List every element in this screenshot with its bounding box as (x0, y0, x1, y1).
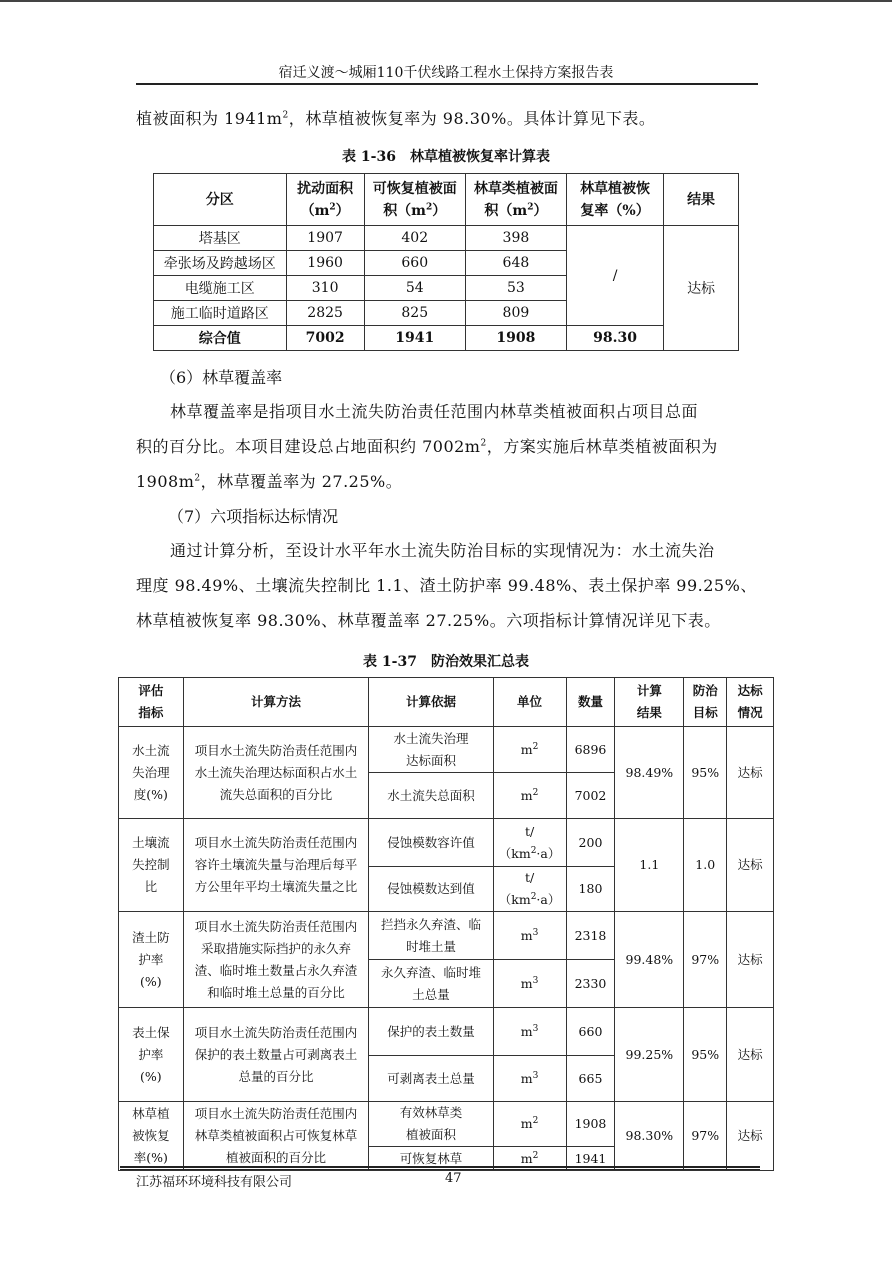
t37-method-line: 水土流失治理达标面积占水土 (194, 764, 358, 780)
t37-hd-calc-2: 结果 (636, 705, 662, 720)
t37-unit-sup: 2 (530, 845, 537, 856)
t36-cell-result-merged: 达标 (664, 226, 739, 351)
header-rule (136, 83, 758, 85)
t37-method-line: 项目水土流失防治责任范围内 (194, 918, 358, 934)
t37-index-line: (%) (140, 1068, 162, 1084)
table-36 (153, 173, 739, 351)
section-7-line-3: 林草植被恢复率 98.30%、林草覆盖率 27.25%。六项指标计算情况详见下表。 (136, 611, 721, 630)
t37-basis-line: 水土流失治理 (393, 730, 469, 746)
t37-index-line: 林草植 (132, 1106, 170, 1121)
t37-cell-index (119, 727, 184, 819)
t37-header-unit: 单位 (493, 678, 566, 727)
t37-basis-line: 有效林草类 (399, 1105, 463, 1120)
t37-method-line: 植被面积的百分比 (226, 1150, 327, 1165)
t36-hd-grass-1: 林草类植被面 (473, 180, 558, 197)
t37-cell-status: 达标 (727, 1102, 774, 1171)
t37-unit-base: t/（km (498, 870, 535, 907)
t37-basis-line: 保护的表土数量 (387, 1023, 475, 1039)
t37-cell-amount: 665 (566, 1056, 615, 1102)
t36-header-recover (364, 174, 465, 226)
t37-index-line: 率(%) (133, 1150, 168, 1165)
t37-unit-sup: 3 (532, 1070, 539, 1081)
t37-cell-unit (493, 960, 566, 1008)
t37-cell-calc: 1.1 (615, 819, 684, 912)
intro-sup: 2 (282, 110, 289, 121)
t37-cell-basis (369, 960, 493, 1008)
table-36-header-row (154, 174, 739, 226)
t37-cell-target: 95% (684, 727, 727, 819)
t36-hd-disturb-3: ） (335, 202, 350, 219)
t37-unit-sup: 3 (532, 927, 539, 938)
section-6-line-2-pre: 积的百分比。本项目建设总占地面积约 7002m (136, 437, 481, 456)
t37-cell-index (119, 1102, 184, 1171)
t36-cell-rate-merged: / (567, 226, 664, 326)
footer-rule-thin (120, 1169, 760, 1170)
t37-index-line: 失控制 (132, 857, 170, 872)
t37-unit-base: m (520, 741, 533, 757)
t37-cell-index (119, 912, 184, 1008)
t36-total-rate: 98.30 (567, 326, 664, 351)
t36-total-zone: 综合值 (154, 326, 287, 351)
t36-cell-disturb: 1960 (286, 251, 364, 276)
t37-cell-basis (369, 1056, 493, 1102)
table-36-caption: 表 1-36 林草植被恢复率计算表 (342, 149, 550, 165)
t37-method-line: 项目水土流失防治责任范围内 (194, 1106, 358, 1121)
table-row (119, 727, 774, 773)
t36-cell-zone: 牵张场及跨越场区 (154, 251, 287, 276)
t37-unit-sup: 2 (532, 741, 539, 752)
page-header-title: 宿迁义渡～城厢110千伏线路工程水土保持方案报告表 (278, 65, 614, 81)
t37-method-line: 渣、临时堆土数量占永久弃渣 (194, 962, 358, 978)
t36-hd-grass-2: 积（m (484, 202, 528, 219)
t36-header-result: 结果 (664, 174, 739, 226)
t37-unit-tail: ·a） (536, 845, 561, 861)
t36-cell-recover: 825 (364, 301, 465, 326)
t37-basis-line: 永久弃渣、临时堆 (380, 964, 481, 980)
table-37-header-row (119, 678, 774, 727)
t37-basis-line: 植被面积 (405, 1127, 456, 1142)
t37-index-line: 失治理 (132, 764, 170, 780)
section-7-paragraph (136, 533, 760, 638)
t37-cell-unit (493, 773, 566, 819)
t37-hd-index-1: 评估 (138, 683, 164, 698)
t36-cell-recover: 54 (364, 276, 465, 301)
t37-index-line: 护率 (138, 1046, 164, 1062)
t37-cell-status: 达标 (727, 727, 774, 819)
t37-hd-status-2: 情况 (737, 705, 763, 720)
t37-basis-line: 水土流失总面积 (387, 787, 475, 803)
t37-header-basis: 计算依据 (369, 678, 493, 727)
t37-basis-line: 可剥离表土总量 (387, 1070, 475, 1086)
t37-cell-basis (369, 1102, 493, 1147)
table-row (154, 226, 739, 251)
t37-header-amount: 数量 (566, 678, 615, 727)
t37-method-line: 保护的表土数量占可剥离表土 (194, 1046, 358, 1062)
t36-cell-disturb: 2825 (286, 301, 364, 326)
t37-unit-sup: 2 (530, 891, 537, 902)
t37-method-line: 总量的百分比 (238, 1068, 314, 1084)
section-6-heading: （6）林草覆盖率 (160, 368, 283, 387)
t37-index-line: 度(%) (133, 786, 168, 802)
t36-total-grass: 1908 (465, 326, 566, 351)
t37-cell-amount: 200 (566, 819, 615, 867)
t37-header-target (684, 678, 727, 727)
t37-cell-amount: 7002 (566, 773, 615, 819)
table-37-caption: 表 1-37 防治效果汇总表 (363, 654, 529, 670)
t37-cell-unit (493, 1008, 566, 1056)
t36-cell-grass: 809 (465, 301, 566, 326)
t36-hd-rate-2: 复率（%） (580, 202, 650, 219)
t37-cell-method (183, 819, 369, 912)
t37-method-line: 项目水土流失防治责任范围内 (194, 1024, 358, 1040)
intro-text-pre: 植被面积为 1941m (136, 109, 283, 128)
t36-hd-grass-3: ） (533, 202, 548, 219)
t37-cell-amount: 2330 (566, 960, 615, 1008)
footer-company: 江苏福环环境科技有限公司 (136, 1175, 293, 1190)
t36-cell-disturb: 1907 (286, 226, 364, 251)
t37-cell-index (119, 819, 184, 912)
t37-header-calc (615, 678, 684, 727)
t37-cell-amount: 2318 (566, 912, 615, 960)
t37-cell-unit (493, 819, 566, 867)
t36-header-rate (567, 174, 664, 226)
t37-index-line: 比 (144, 879, 158, 894)
t36-cell-grass: 648 (465, 251, 566, 276)
t37-cell-method (183, 912, 369, 1008)
t36-cell-recover: 402 (364, 226, 465, 251)
section-7-heading: （7）六项指标达标情况 (168, 507, 339, 526)
t37-cell-status: 达标 (727, 912, 774, 1008)
table-row (119, 819, 774, 867)
t37-cell-basis (369, 912, 493, 960)
footer-rule (120, 1166, 760, 1168)
t37-cell-amount: 1941 (566, 1147, 615, 1171)
t36-header-grass (465, 174, 566, 226)
t36-header-zone: 分区 (154, 174, 287, 226)
t37-cell-method (183, 1102, 369, 1171)
t37-hd-status-1: 达标 (737, 683, 763, 698)
t37-method-line: 项目水土流失防治责任范围内 (194, 835, 358, 850)
t37-cell-unit (493, 1056, 566, 1102)
t37-cell-basis (369, 773, 493, 819)
t37-unit-base: m (520, 1116, 533, 1131)
t36-hd-recover-3: ） (432, 202, 447, 219)
t36-cell-zone: 塔基区 (154, 226, 287, 251)
t37-cell-basis (369, 727, 493, 773)
t37-cell-target: 95% (684, 1008, 727, 1102)
t37-cell-status: 达标 (727, 819, 774, 912)
t36-hd-disturb-sup: 2 (329, 201, 336, 212)
table-36-total-row (154, 326, 739, 351)
t36-hd-rate-1: 林草植被恢 (580, 180, 651, 197)
t37-unit-sup: 2 (532, 1115, 539, 1126)
section-6-line-1: 林草覆盖率是指项目水土流失防治责任范围内林草类植被面积占项目总面 (170, 402, 699, 421)
section-6-line-3-post: ，林草覆盖率为 27.25%。 (200, 472, 403, 491)
t36-cell-zone: 电缆施工区 (154, 276, 287, 301)
t37-cell-amount: 1908 (566, 1102, 615, 1147)
section-6-line-3-pre: 1908m (136, 472, 195, 491)
t37-method-line: 方公里年平均土壤流失量之比 (194, 879, 358, 894)
t36-cell-grass: 398 (465, 226, 566, 251)
t37-method-line: 项目水土流失防治责任范围内 (194, 742, 358, 758)
t36-cell-recover: 660 (364, 251, 465, 276)
t36-hd-recover-2: 积（m (383, 202, 427, 219)
intro-paragraph (136, 101, 760, 136)
t37-unit-base: m (520, 927, 533, 943)
page-top-border (0, 0, 892, 2)
table-37 (118, 677, 774, 1171)
t37-index-line: 水土流 (132, 742, 170, 758)
t37-cell-method (183, 1008, 369, 1102)
t36-cell-grass: 53 (465, 276, 566, 301)
section-6-line-3-sup: 2 (194, 473, 201, 484)
t37-basis-line: 侵蚀模数容许值 (387, 834, 475, 850)
t36-total-disturb: 7002 (286, 326, 364, 351)
t37-basis-line: 拦挡永久弃渣、临 (380, 916, 481, 932)
section-6-line-2-post: ，方案实施后林草类植被面积为 (486, 437, 718, 456)
t37-cell-amount: 660 (566, 1008, 615, 1056)
table-37-body (119, 727, 774, 1171)
t37-cell-calc: 98.49% (615, 727, 684, 819)
table-row (119, 912, 774, 960)
t36-hd-recover-sup: 2 (426, 201, 433, 212)
t37-cell-basis (369, 819, 493, 867)
t37-unit-sup: 3 (532, 975, 539, 986)
t37-cell-amount: 6896 (566, 727, 615, 773)
t37-basis-line: 土总量 (412, 986, 450, 1002)
section-7-line-2: 理度 98.49%、土壤流失控制比 1.1、渣土防护率 99.48%、表土保护率 99.25%、 (136, 576, 757, 595)
section-6-paragraph (136, 394, 760, 499)
intro-text-post: ，林草植被恢复率为 98.30%。具体计算见下表。 (288, 109, 656, 128)
t37-header-status (727, 678, 774, 727)
t37-hd-calc-1: 计算 (636, 683, 662, 698)
t37-basis-line: 侵蚀模数达到值 (387, 881, 475, 896)
t36-header-disturb (286, 174, 364, 226)
t37-index-line: (%) (140, 973, 162, 989)
t36-hd-disturb-2: （m (300, 202, 330, 219)
t36-hd-disturb-1: 扰动面积 (297, 180, 354, 197)
t37-unit-tail: ·a） (536, 892, 561, 907)
t37-method-line: 采取措施实际挡护的永久弃 (201, 940, 352, 956)
t36-hd-grass-sup: 2 (527, 201, 534, 212)
t37-cell-target: 97% (684, 1102, 727, 1171)
t37-cell-basis (369, 1008, 493, 1056)
t37-basis-line: 时堆土量 (405, 938, 456, 954)
section-6-line-2 (136, 429, 760, 464)
t37-cell-calc: 99.48% (615, 912, 684, 1008)
t37-cell-basis (369, 867, 493, 912)
t37-cell-amount: 180 (566, 867, 615, 912)
t37-hd-target-1: 防治 (692, 683, 718, 698)
t37-index-line: 被恢复 (132, 1128, 170, 1143)
t37-unit-base: m (520, 787, 533, 803)
t37-hd-target-2: 目标 (692, 705, 718, 720)
t37-index-line: 表土保 (132, 1024, 170, 1040)
t37-unit-base: m (520, 975, 533, 991)
t36-total-recover: 1941 (364, 326, 465, 351)
t37-cell-calc: 99.25% (615, 1008, 684, 1102)
t37-method-line: 林草类植被面积占可恢复林草 (194, 1128, 358, 1143)
t37-cell-unit (493, 1102, 566, 1147)
t37-unit-sup: 2 (532, 787, 539, 798)
t36-cell-zone: 施工临时道路区 (154, 301, 287, 326)
t37-method-line: 流失总面积的百分比 (219, 786, 333, 802)
t37-index-line: 渣土防 (132, 929, 170, 945)
t37-basis-line: 可恢复林草 (399, 1150, 463, 1166)
t37-method-line: 容许土壤流失量与治理后每平 (194, 857, 358, 872)
t37-header-method: 计算方法 (183, 678, 369, 727)
t37-index-line: 护率 (138, 951, 164, 967)
t37-unit-base: m (520, 1070, 533, 1086)
t37-cell-calc: 98.30% (615, 1102, 684, 1171)
section-7-line-1: 通过计算分析，至设计水平年水土流失防治目标的实现情况为：水土流失治 (170, 541, 715, 560)
t37-cell-index (119, 1008, 184, 1102)
t37-unit-sup: 3 (532, 1023, 539, 1034)
t37-unit-base: m (520, 1023, 533, 1039)
t37-cell-status: 达标 (727, 1008, 774, 1102)
t37-cell-unit (493, 727, 566, 773)
t36-hd-recover-1: 可恢复植被面 (372, 180, 457, 197)
t37-header-index (119, 678, 184, 727)
t37-unit-sup: 2 (532, 1150, 539, 1161)
t36-cell-disturb: 310 (286, 276, 364, 301)
table-row (119, 1102, 774, 1147)
t37-method-line: 和临时堆土总量的百分比 (207, 984, 345, 1000)
t37-cell-unit (493, 912, 566, 960)
t37-basis-line: 达标面积 (405, 752, 456, 768)
t37-cell-target: 1.0 (684, 819, 727, 912)
t37-unit-base: m (520, 1150, 533, 1166)
t37-cell-method (183, 727, 369, 819)
t37-unit-base: t/（km (498, 823, 535, 861)
t37-hd-index-2: 指标 (138, 705, 164, 720)
t37-cell-unit (493, 867, 566, 912)
t37-cell-target: 97% (684, 912, 727, 1008)
table-row (119, 1008, 774, 1056)
t37-index-line: 土壤流 (132, 835, 170, 850)
section-6-line-3 (136, 464, 760, 499)
section-6-line-2-sup: 2 (480, 438, 487, 449)
footer-page-number: 47 (445, 1171, 462, 1186)
